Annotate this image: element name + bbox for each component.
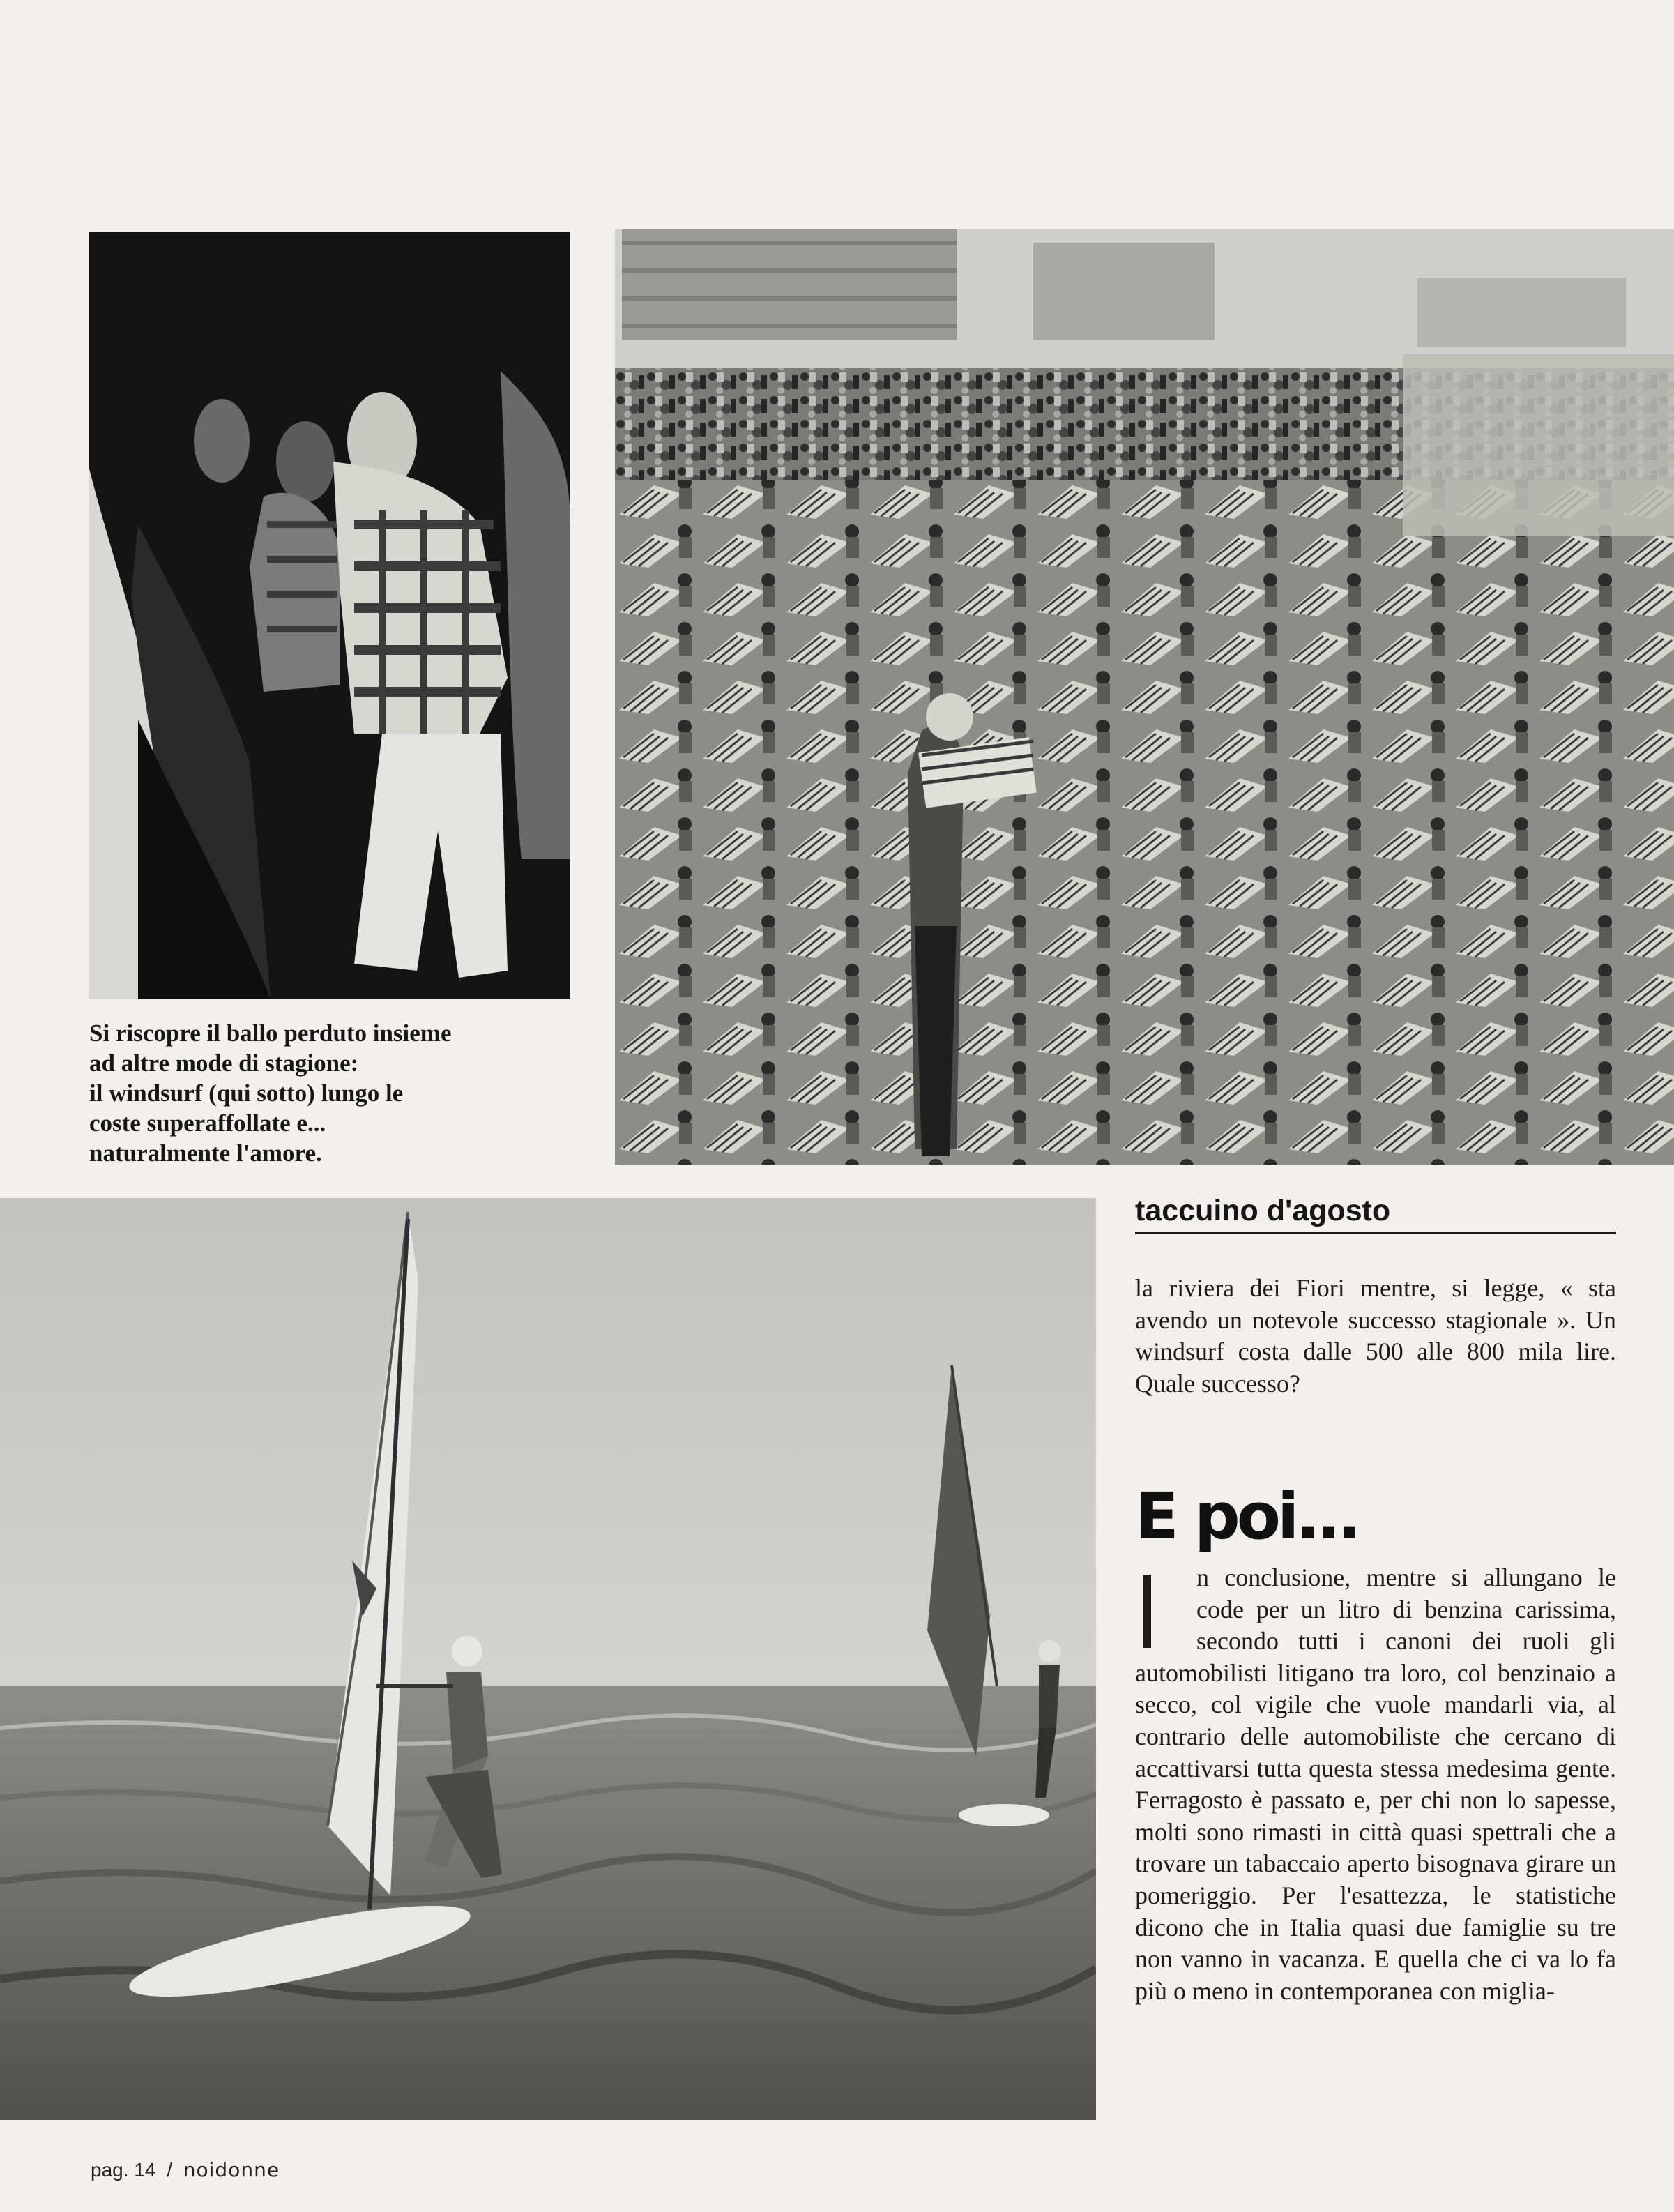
section-header: taccuino d'agosto <box>1135 1192 1616 1234</box>
photo-windsurfers <box>0 1198 1096 2120</box>
caption-line: Si riscopre il ballo perduto insieme <box>89 1020 452 1047</box>
caption-line: naturalmente l'amore. <box>89 1139 322 1167</box>
caption-line: coste superaffollate e... <box>89 1109 326 1137</box>
photo-dancing-couple <box>89 232 570 999</box>
article-body: n conclusione, mentre si allungano le code per un litro di benzina carissima, secondo tutti i canoni dei ruoli gli automobilisti litigano tra loro, col benzinaio a secco, col vigile che vuole mandarli via, al contrario delle automobiliste che cercano di accattivarsi tutta questa stessa medesima gente. Ferragosto è passato e, per chi non lo sapesse, molti sono rimasti in città quasi spettrali che a trovare un tabaccaio aperto bisognava girare un pomeriggio. Per l'esattezza, le statistiche dicono che in Italia quasi due famiglie su tre non vanno in vacanza. E quella che ci va lo fa più o meno in contemporanea con miglia- <box>1135 1563 1616 2005</box>
caption-line: il windsurf (qui sotto) lungo le <box>89 1080 404 1107</box>
article-body-container <box>1135 1562 1616 2007</box>
footer-separator: / <box>167 2159 172 2181</box>
caption-line: ad altre mode di stagione: <box>89 1050 359 1077</box>
page-footer <box>91 2158 280 2181</box>
magazine-name: noidonne <box>183 2158 280 2181</box>
photo-crowded-beach <box>615 229 1674 1165</box>
photo-caption <box>89 1018 577 1168</box>
article-heading: E poi... <box>1135 1479 1359 1554</box>
article-intro: la riviera dei Fiori mentre, si legge, « sta avendo un notevole successo stagionale ». Un windsurf costa dalle 500 alle 800 mila lire. Quale successo? <box>1135 1274 1616 1397</box>
drop-cap-space <box>1135 1562 1196 1653</box>
page-number: pag. 14 <box>91 2159 156 2181</box>
